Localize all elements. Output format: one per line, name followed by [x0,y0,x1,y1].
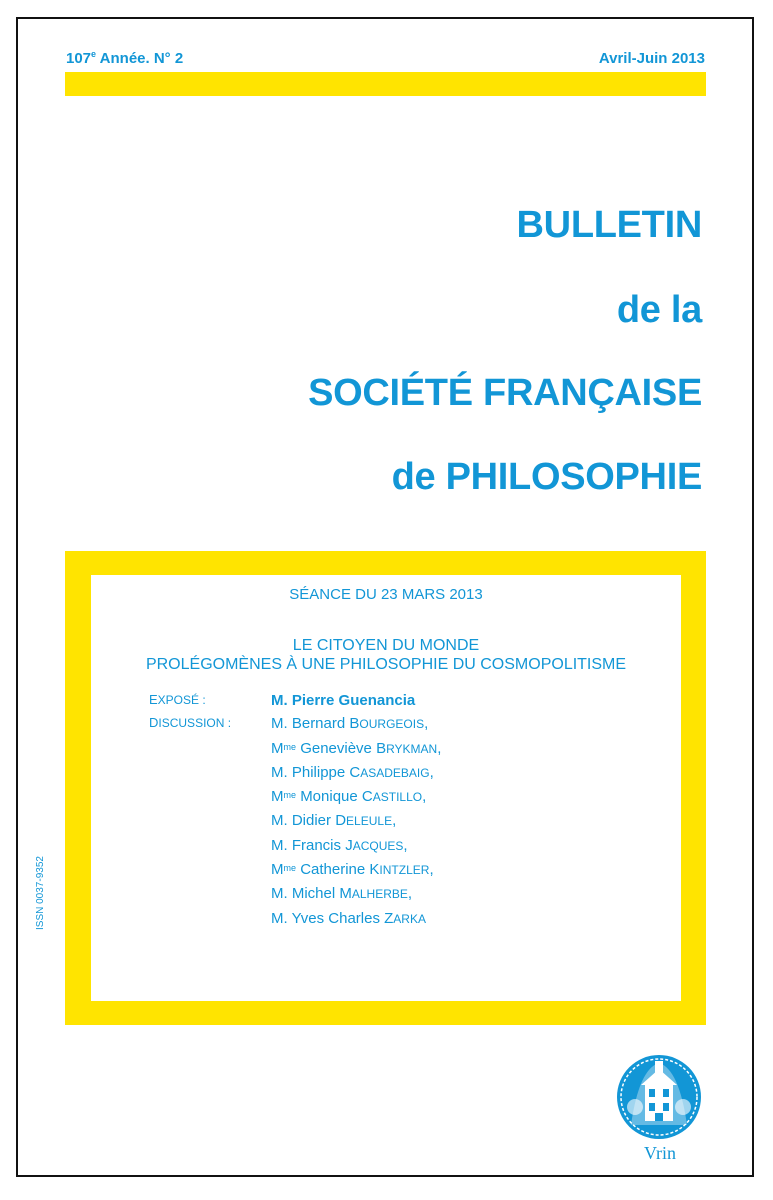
role-labels [149,691,231,732]
title-bulletin: BULLETIN [516,204,702,246]
contents-panel [91,575,681,1001]
speaker-name: M. Pierre Guenancia [271,692,416,709]
article-title-line2: PROLÉGOMÈNES À UNE PHILOSOPHIE DU COSMOPOLITISME [145,656,627,673]
session-date: SÉANCE DU 23 MARS 2013 [289,586,483,603]
participant-name: M. Michel MALHERBE, [271,885,413,903]
book-cover [16,17,754,1177]
participant-name: $M^{me}$ Monique CASTILLO, [271,788,427,806]
top-yellow-band [65,72,706,96]
article-title-line1: LE CITOYEN DU MONDE [292,637,480,654]
article-title [91,636,681,674]
participant-name: M. Didier DELEULE, [271,812,397,830]
participant-name: M. Francis JACQUES, [271,836,408,854]
participant-name: M. Bernard BOURGEOIS, [271,715,429,733]
participant-name: $M^{me}$ Catherine KINTZLER, [271,861,434,879]
participant-name: M. Philippe CASADEBAIG, [271,763,434,781]
title-philosophie: de PHILOSOPHIE [391,456,702,498]
issue-number: 107e Année. N° 2 [66,49,184,67]
yellow-frame [65,551,706,1025]
title-de-la: de la [616,289,702,331]
issue-line [66,50,705,72]
title-societe: SOCIÉTÉ FRANÇAISE [308,372,702,414]
participant-list [271,689,441,931]
expose-label: EXPOSÉ : [149,692,206,707]
participant-name: M. Yves Charles ZARKA [271,909,426,927]
issn-number: ISSN 0037-9352 [35,856,46,930]
vrin-seal-icon [615,1051,703,1143]
discussion-label: DISCUSSION : [149,715,232,730]
participant-name: $M^{me}$ Geneviève BRYKMAN, [271,739,442,757]
issue-period: Avril-Juin 2013 [598,50,705,67]
publisher-name: Vrin [644,1143,676,1163]
